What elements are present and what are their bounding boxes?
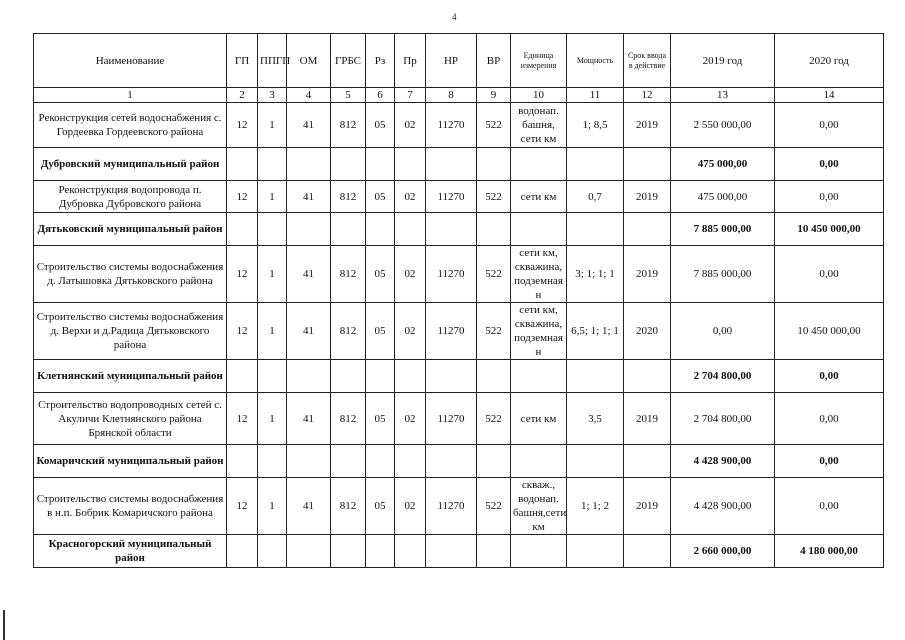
ppgp-cell: 1 [258, 303, 287, 360]
project-row [34, 303, 884, 360]
pr-cell: 02 [395, 303, 426, 360]
rz-cell: 05 [366, 181, 395, 213]
project-name: Строительство системы водоснабжения д. Латышовка Дятьковского района [34, 246, 227, 303]
empty-cell [287, 445, 331, 478]
gp-cell: 12 [227, 478, 258, 535]
empty-cell [567, 213, 624, 246]
empty-cell [227, 535, 258, 568]
header-nr: НР [426, 34, 477, 88]
amount-2019: 0,00 [671, 303, 775, 360]
header-2019: 2019 год [671, 34, 775, 88]
empty-cell [227, 360, 258, 393]
column-index-cell: 1 [34, 88, 227, 103]
unit-cell: сети км [511, 393, 567, 445]
unit-cell: сети км, скважина, подземная н [511, 246, 567, 303]
om-cell: 41 [287, 393, 331, 445]
capacity-cell: 6,5; 1; 1; 1 [567, 303, 624, 360]
amount-2020: 0,00 [775, 478, 884, 535]
amount-2020: 4 180 000,00 [775, 535, 884, 568]
ppgp-cell: 1 [258, 393, 287, 445]
column-index-cell: 2 [227, 88, 258, 103]
empty-cell [366, 360, 395, 393]
empty-cell [287, 535, 331, 568]
grbs-cell: 812 [331, 246, 366, 303]
amount-2019: 7 885 000,00 [671, 246, 775, 303]
empty-cell [477, 535, 511, 568]
amount-2019: 2 704 800,00 [671, 393, 775, 445]
pr-cell: 02 [395, 478, 426, 535]
vr-cell: 522 [477, 181, 511, 213]
district-row [34, 360, 884, 393]
nr-cell: 11270 [426, 181, 477, 213]
header-unit: Единица измерения [511, 34, 567, 88]
ppgp-cell: 1 [258, 246, 287, 303]
vr-cell: 522 [477, 303, 511, 360]
amount-2020: 0,00 [775, 360, 884, 393]
empty-cell [258, 445, 287, 478]
amount-2019: 2 550 000,00 [671, 103, 775, 148]
empty-cell [227, 213, 258, 246]
rz-cell: 05 [366, 478, 395, 535]
amount-2020: 0,00 [775, 445, 884, 478]
empty-cell [624, 148, 671, 181]
header-gp: ГП [227, 34, 258, 88]
ppgp-cell: 1 [258, 181, 287, 213]
pr-cell: 02 [395, 246, 426, 303]
empty-cell [395, 445, 426, 478]
amount-2019: 475 000,00 [671, 181, 775, 213]
amount-2019: 4 428 900,00 [671, 478, 775, 535]
empty-cell [511, 360, 567, 393]
grbs-cell: 812 [331, 303, 366, 360]
vr-cell: 522 [477, 393, 511, 445]
header-om: ОМ [287, 34, 331, 88]
rz-cell: 05 [366, 103, 395, 148]
column-index-cell: 5 [331, 88, 366, 103]
column-index-cell: 13 [671, 88, 775, 103]
column-index-cell: 9 [477, 88, 511, 103]
empty-cell [426, 445, 477, 478]
vr-cell: 522 [477, 103, 511, 148]
empty-cell [624, 535, 671, 568]
ppgp-cell: 1 [258, 103, 287, 148]
empty-cell [567, 360, 624, 393]
amount-2019: 2 660 000,00 [671, 535, 775, 568]
project-row [34, 393, 884, 445]
empty-cell [366, 535, 395, 568]
district-row [34, 148, 884, 181]
empty-cell [511, 535, 567, 568]
om-cell: 41 [287, 181, 331, 213]
unit-cell: водонап. башня, сети км [511, 103, 567, 148]
empty-cell [287, 148, 331, 181]
empty-cell [331, 535, 366, 568]
district-name: Красногорский муниципальный район [34, 535, 227, 568]
district-name: Комаричский муниципальный район [34, 445, 227, 478]
header-commission: Срок ввода в действие [624, 34, 671, 88]
empty-cell [477, 213, 511, 246]
header-vr: ВР [477, 34, 511, 88]
empty-cell [331, 360, 366, 393]
unit-cell: сети км [511, 181, 567, 213]
gp-cell: 12 [227, 181, 258, 213]
column-index-cell: 10 [511, 88, 567, 103]
empty-cell [426, 148, 477, 181]
empty-cell [477, 445, 511, 478]
capacity-cell: 1; 1; 2 [567, 478, 624, 535]
empty-cell [227, 148, 258, 181]
grbs-cell: 812 [331, 181, 366, 213]
empty-cell [287, 360, 331, 393]
commission-year-cell: 2019 [624, 393, 671, 445]
commission-year-cell: 2019 [624, 103, 671, 148]
amount-2020: 0,00 [775, 148, 884, 181]
empty-cell [426, 213, 477, 246]
empty-cell [366, 148, 395, 181]
empty-cell [511, 148, 567, 181]
project-name: Реконструкция водопровода п. Дубровка Дубровского района [34, 181, 227, 213]
column-index-cell: 14 [775, 88, 884, 103]
amount-2020: 10 450 000,00 [775, 213, 884, 246]
rz-cell: 05 [366, 246, 395, 303]
amount-2020: 0,00 [775, 393, 884, 445]
project-name: Строительство системы водоснабжения в н.п. Бобрик Комаричского района [34, 478, 227, 535]
project-name: Строительство водопроводных сетей с. Акуличи Клетнянского района Брянской области [34, 393, 227, 445]
om-cell: 41 [287, 246, 331, 303]
nr-cell: 11270 [426, 246, 477, 303]
commission-year-cell: 2019 [624, 246, 671, 303]
amount-2020: 0,00 [775, 103, 884, 148]
amount-2019: 475 000,00 [671, 148, 775, 181]
commission-year-cell: 2020 [624, 303, 671, 360]
empty-cell [395, 360, 426, 393]
empty-cell [331, 148, 366, 181]
header-2020: 2020 год [775, 34, 884, 88]
empty-cell [477, 360, 511, 393]
commission-year-cell: 2019 [624, 181, 671, 213]
empty-cell [567, 445, 624, 478]
unit-cell: сети км, скважина, подземная н [511, 303, 567, 360]
district-row [34, 213, 884, 246]
empty-cell [624, 445, 671, 478]
amount-2020: 10 450 000,00 [775, 303, 884, 360]
gp-cell: 12 [227, 303, 258, 360]
empty-cell [366, 445, 395, 478]
header-pr: Пр [395, 34, 426, 88]
project-row [34, 478, 884, 535]
district-name: Клетнянский муниципальный район [34, 360, 227, 393]
column-index-cell: 4 [287, 88, 331, 103]
column-index-row [34, 88, 884, 103]
empty-cell [395, 148, 426, 181]
header-name: Наименование [34, 34, 227, 88]
vr-cell: 522 [477, 478, 511, 535]
om-cell: 41 [287, 478, 331, 535]
empty-cell [511, 445, 567, 478]
empty-cell [567, 535, 624, 568]
nr-cell: 11270 [426, 393, 477, 445]
empty-cell [227, 445, 258, 478]
nr-cell: 11270 [426, 103, 477, 148]
empty-cell [511, 213, 567, 246]
project-row [34, 246, 884, 303]
grbs-cell: 812 [331, 478, 366, 535]
budget-table [33, 33, 884, 568]
empty-cell [366, 213, 395, 246]
capacity-cell: 0,7 [567, 181, 624, 213]
empty-cell [258, 148, 287, 181]
header-ppgp: ППГП [258, 34, 287, 88]
empty-cell [258, 360, 287, 393]
rz-cell: 05 [366, 393, 395, 445]
empty-cell [331, 213, 366, 246]
gp-cell: 12 [227, 103, 258, 148]
empty-cell [331, 445, 366, 478]
amount-2020: 0,00 [775, 246, 884, 303]
header-grbs: ГРБС [331, 34, 366, 88]
header-capacity: Мощность [567, 34, 624, 88]
empty-cell [395, 535, 426, 568]
column-index-cell: 7 [395, 88, 426, 103]
om-cell: 41 [287, 103, 331, 148]
gp-cell: 12 [227, 393, 258, 445]
scan-edge-mark [3, 610, 5, 640]
rz-cell: 05 [366, 303, 395, 360]
empty-cell [624, 360, 671, 393]
empty-cell [258, 535, 287, 568]
project-name: Реконструкция сетей водоснабжения с. Гордеевка Гордеевского района [34, 103, 227, 148]
amount-2019: 7 885 000,00 [671, 213, 775, 246]
pr-cell: 02 [395, 393, 426, 445]
om-cell: 41 [287, 303, 331, 360]
nr-cell: 11270 [426, 303, 477, 360]
column-index-cell: 3 [258, 88, 287, 103]
empty-cell [395, 213, 426, 246]
empty-cell [426, 535, 477, 568]
district-name: Дятьковский муниципальный район [34, 213, 227, 246]
empty-cell [624, 213, 671, 246]
district-row [34, 535, 884, 568]
commission-year-cell: 2019 [624, 478, 671, 535]
pr-cell: 02 [395, 103, 426, 148]
capacity-cell: 1; 8,5 [567, 103, 624, 148]
grbs-cell: 812 [331, 393, 366, 445]
capacity-cell: 3; 1; 1; 1 [567, 246, 624, 303]
header-rz: Рз [366, 34, 395, 88]
grbs-cell: 812 [331, 103, 366, 148]
amount-2020: 0,00 [775, 181, 884, 213]
empty-cell [567, 148, 624, 181]
gp-cell: 12 [227, 246, 258, 303]
project-name: Строительство системы водоснабжения д. Верхи и д.Радица Дятьковского района [34, 303, 227, 360]
project-row [34, 181, 884, 213]
district-row [34, 445, 884, 478]
amount-2019: 2 704 800,00 [671, 360, 775, 393]
nr-cell: 11270 [426, 478, 477, 535]
empty-cell [287, 213, 331, 246]
pr-cell: 02 [395, 181, 426, 213]
column-index-cell: 11 [567, 88, 624, 103]
ppgp-cell: 1 [258, 478, 287, 535]
district-name: Дубровский муниципальный район [34, 148, 227, 181]
column-index-cell: 12 [624, 88, 671, 103]
amount-2019: 4 428 900,00 [671, 445, 775, 478]
empty-cell [477, 148, 511, 181]
empty-cell [426, 360, 477, 393]
capacity-cell: 3,5 [567, 393, 624, 445]
empty-cell [258, 213, 287, 246]
project-row [34, 103, 884, 148]
header-row [34, 34, 884, 88]
unit-cell: скваж., водонап. башня,сети км [511, 478, 567, 535]
column-index-cell: 8 [426, 88, 477, 103]
column-index-cell: 6 [366, 88, 395, 103]
vr-cell: 522 [477, 246, 511, 303]
page-number: 4 [452, 12, 457, 22]
